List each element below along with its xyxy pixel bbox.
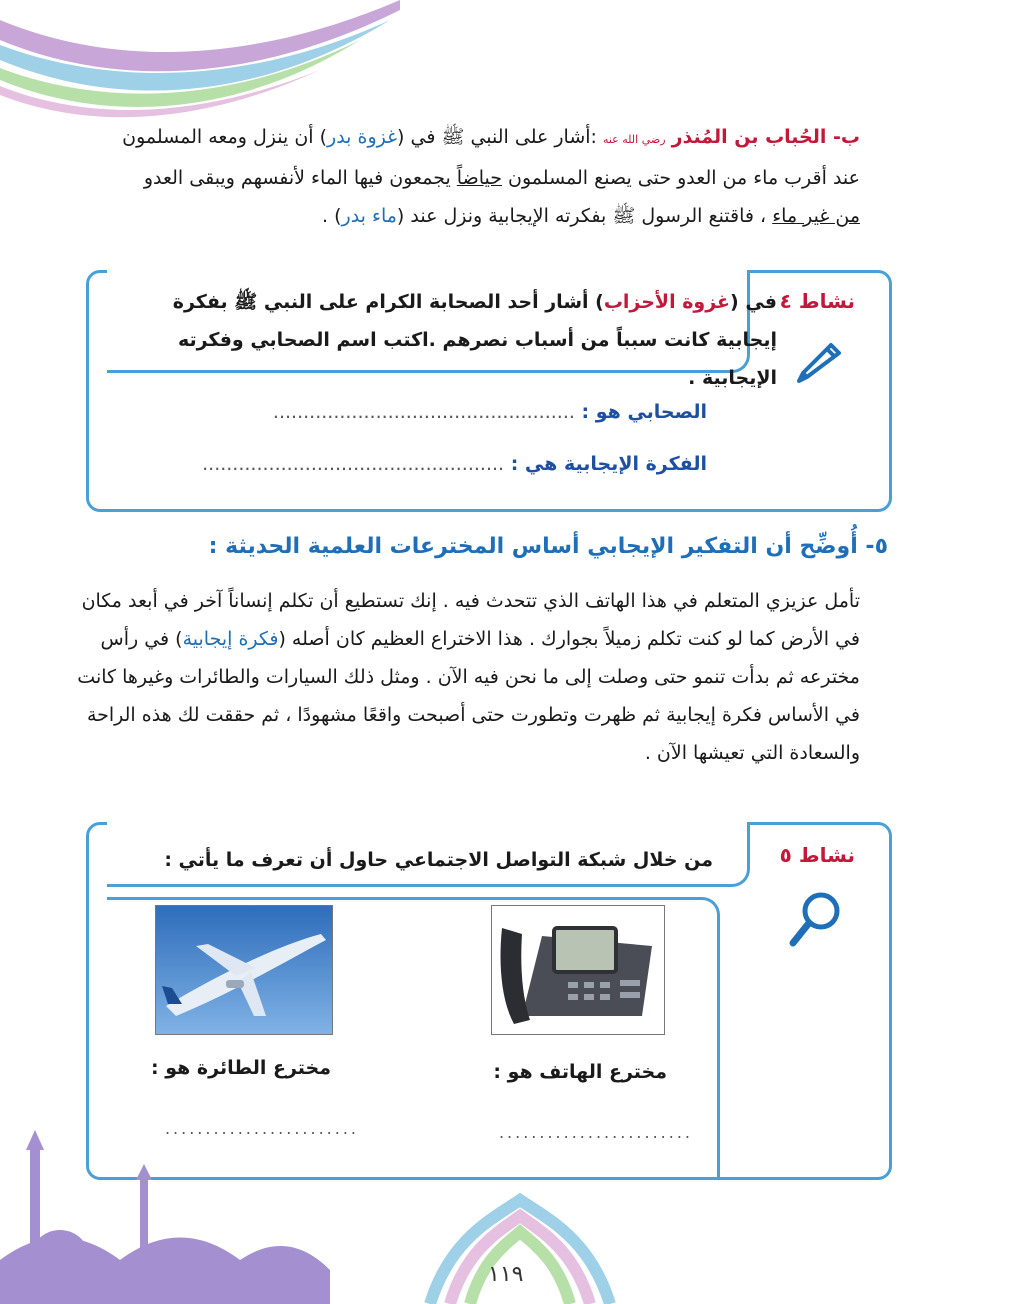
activity-5-text: من خلال شبكة التواصل الاجتماعي حاول أن تعرف ما يأتي : xyxy=(164,849,713,871)
idea-answer-line[interactable]: .................................................. xyxy=(202,453,505,475)
section-5-heading: ٥- أُوضِّح أن التفكير الإيجابي أساس المخترعات العلمية الحديثة : xyxy=(208,534,888,559)
pencil-icon xyxy=(789,327,849,387)
activity-4-box xyxy=(86,270,892,512)
telephone-photo xyxy=(491,905,665,1035)
telephone-icon xyxy=(492,906,664,1034)
companion-answer-line[interactable]: .................................................. xyxy=(272,401,575,423)
plane-answer-line[interactable]: ........................ xyxy=(164,1119,359,1138)
top-decoration xyxy=(0,0,400,130)
phone-inventor-caption: مخترع الهاتف هو : xyxy=(493,1061,667,1083)
idea-field: الفكرة الإيجابية هي : .................................................. xyxy=(202,453,707,475)
honorific: رضي الله عنه xyxy=(602,133,666,146)
activity-4-label: نشاط ٤ xyxy=(779,289,855,313)
plane-inventor-caption: مخترع الطائرة هو : xyxy=(151,1057,331,1079)
water-badr: ماء بدر xyxy=(341,205,397,227)
activity-5-label: نشاط ٥ xyxy=(779,843,855,867)
section-5-paragraph: تأمل عزيزي المتعلم في هذا الهاتف الذي تتحدث فيه . إنك تستطيع أن تكلم إنساناً آخر في أبعد مكان في الأرض كما لو كنت تكلم زميلاً بجوارك . هذا الاختراع العظيم كان أصله (فكرة إيجابية) في رأس مخترعه ثم بدأت تنمو حتى وصلت إلى ما نحن فيه الآن . ومثل ذلك السيارات والطائرات وغيرها كانت في الأساس فكرة إيجابية ثم ظهرت وتطورت حتى أصبحت واقعًا مشهودًا ، ثم حققت لك هذه الراحة والسعادة التي تعيشها الآن . xyxy=(77,590,860,764)
phone-answer-line[interactable]: ........................ xyxy=(498,1123,693,1142)
battle-badr: غزوة بدر xyxy=(327,126,398,148)
page-number: ١١٩ xyxy=(488,1262,524,1287)
activity-4-text: في (غزوة الأحزاب) أشار أحد الصحابة الكرام على النبي ﷺ بفكرة إيجابية كانت سبباً من أسباب نصرهم .اكتب اسم الصحابي وفكرته الإيجابية . xyxy=(172,291,777,389)
paragraph-hubab: ب- الحُباب بن المُنذر رضي الله عنه :أشار على النبي ﷺ في (غزوة بدر) أن ينزل ومعه المسلمون عند أقرب ماء من العدو حتى يصنع المسلمون حياضاً يجمعون فيها الماء لأنفسهم ويبقى العدو من غير ماء ، فاقتنع الرسول ﷺ بفكرته الإيجابية ونزل عند (ماء بدر) . xyxy=(122,126,860,227)
companion-field: الصحابي هو : .................................................. xyxy=(272,401,707,423)
magnifier-icon xyxy=(785,887,845,953)
airplane-icon xyxy=(156,906,332,1034)
airplane-photo xyxy=(155,905,333,1035)
